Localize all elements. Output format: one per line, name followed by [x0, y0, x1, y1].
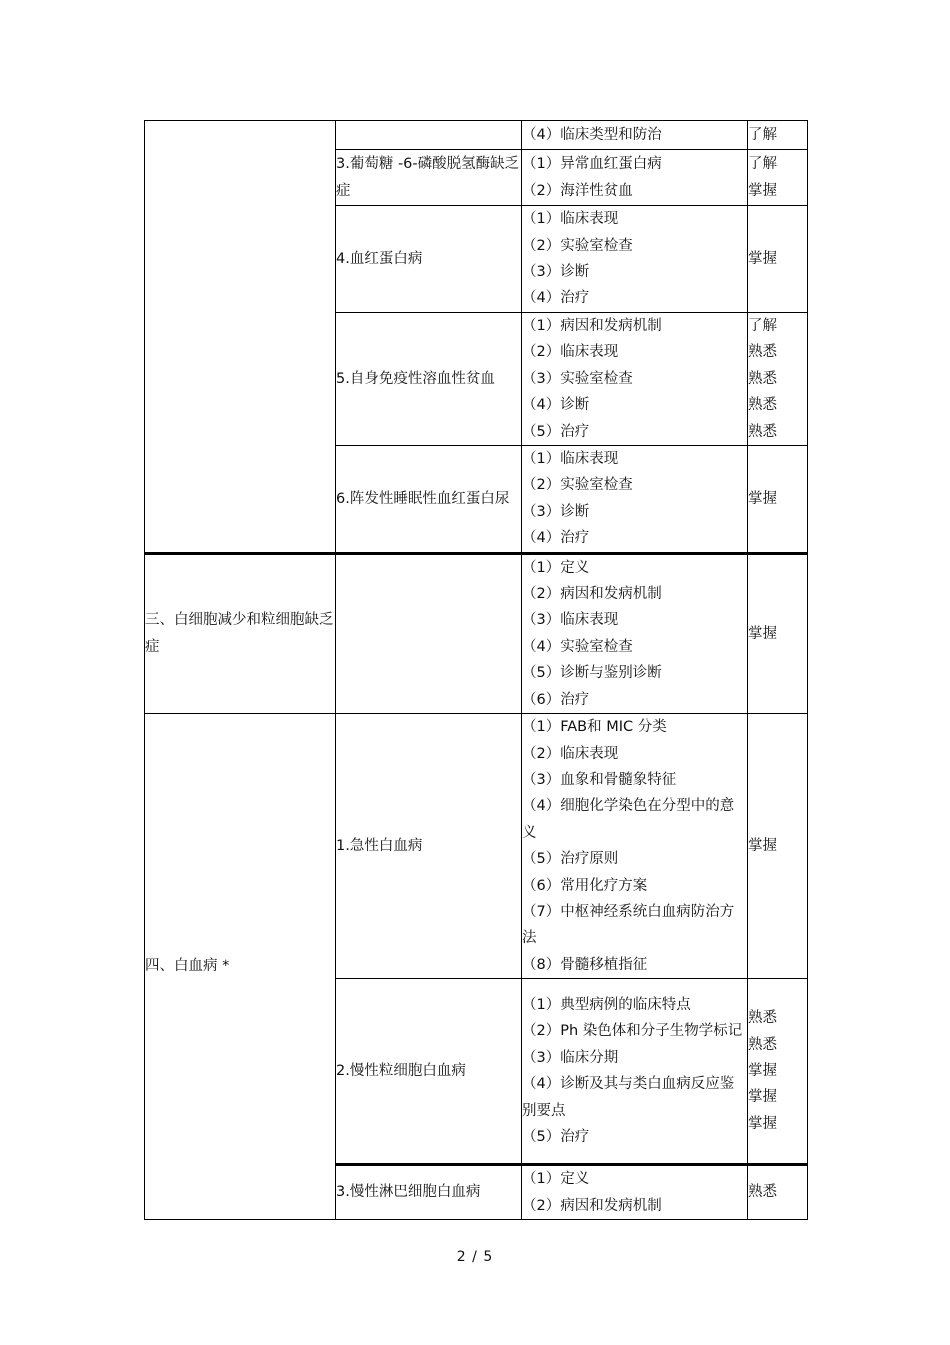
topic-cell: 5.自身免疫性溶血性贫血 [336, 313, 522, 446]
list-item: （4）诊断 [522, 397, 590, 414]
list-item: （1）定义 [522, 559, 590, 576]
syllabus-table [144, 120, 808, 1220]
topic-cell [336, 553, 522, 713]
page-number [0, 1249, 950, 1265]
list-item: （4）治疗 [522, 290, 590, 307]
topic-cell: 2.慢性粒细胞白血病 [336, 979, 522, 1165]
level-cell [748, 553, 808, 713]
list-item: （8）骨髓移植指征 [522, 956, 648, 973]
level-text: 掌握 [748, 1062, 777, 1079]
list-item: （1）病因和发病机制 [522, 318, 662, 334]
items-cell [522, 313, 748, 446]
list-item: （3）临床表现 [522, 612, 619, 629]
topic-cell: 1.急性白血病 [336, 714, 522, 979]
topic-cell [336, 121, 522, 150]
list-item: （6）常用化疗方案 [522, 877, 648, 894]
level-text: 掌握 [748, 490, 777, 507]
table-row [145, 553, 808, 713]
list-item: （2）Ph 染色体和分子生物学标记 [522, 1023, 743, 1040]
table-row [145, 714, 808, 979]
level-text: 熟悉 [748, 423, 777, 440]
level-text: 了解 [748, 126, 777, 143]
items-cell [522, 714, 748, 979]
level-text: 掌握 [748, 1115, 777, 1132]
level-text: 掌握 [748, 182, 777, 199]
level-cell [748, 313, 808, 446]
list-item: （1）临床表现 [522, 451, 619, 468]
list-item: （1）典型病例的临床特点 [522, 996, 691, 1013]
items-cell [522, 121, 748, 150]
page-separator: / [472, 1249, 478, 1265]
section-cell: 三、白细胞减少和粒细胞缺乏症 [145, 553, 336, 713]
level-text: 熟悉 [748, 344, 777, 361]
items-cell [522, 979, 748, 1165]
topic-cell: 4.血红蛋白病 [336, 206, 522, 313]
level-cell [748, 446, 808, 554]
list-item: （5）治疗 [522, 1128, 590, 1145]
level-cell [748, 150, 808, 206]
list-item: （4）实验室检查 [522, 638, 633, 655]
topic-cell: 3.慢性淋巴细胞白血病 [336, 1165, 522, 1220]
items-cell [522, 1165, 748, 1220]
list-item: （1）异常血红蛋白病 [522, 156, 662, 173]
list-item: （1）定义 [522, 1171, 590, 1188]
level-text: 熟悉 [748, 1036, 777, 1053]
level-text: 掌握 [748, 1089, 777, 1106]
level-text: 了解 [748, 156, 777, 173]
list-item: （2）病因和发病机制 [522, 1197, 662, 1214]
list-item: （5）治疗原则 [522, 851, 619, 868]
table-row [145, 121, 808, 150]
list-item: （2）实验室检查 [522, 477, 633, 494]
list-item: （7）中枢神经系统白血病防治方法 [522, 903, 735, 947]
level-text: 熟悉 [748, 1184, 777, 1201]
topic-cell: 6.阵发性睡眠性血红蛋白尿 [336, 446, 522, 554]
list-item: （2）实验室检查 [522, 237, 633, 254]
list-item: （5）诊断与鉴别诊断 [522, 665, 662, 682]
page-total: 5 [483, 1249, 494, 1265]
level-cell [748, 1165, 808, 1220]
level-text: 了解 [748, 318, 777, 334]
list-item: （2）病因和发病机制 [522, 586, 662, 603]
items-cell [522, 150, 748, 206]
list-item: （5）治疗 [522, 423, 590, 440]
level-cell [748, 714, 808, 979]
level-text: 掌握 [748, 625, 777, 642]
level-cell [748, 979, 808, 1165]
list-item: （3）诊断 [522, 264, 590, 280]
list-item: （1）FAB和 MIC 分类 [522, 719, 667, 736]
list-item: （2）临床表现 [522, 344, 619, 361]
section-cell [145, 121, 336, 554]
list-item: （1）临床表现 [522, 211, 619, 228]
list-item: （3）临床分期 [522, 1049, 619, 1066]
items-cell [522, 553, 748, 713]
list-item: （4）治疗 [522, 530, 590, 547]
list-item: （3）诊断 [522, 503, 590, 520]
list-item: （4）诊断及其与类白血病反应鉴别要点 [522, 1076, 735, 1119]
level-text: 熟悉 [748, 397, 777, 414]
list-item: （3）血象和骨髓象特征 [522, 771, 677, 788]
level-text: 熟悉 [748, 1010, 777, 1027]
level-text: 掌握 [748, 250, 777, 267]
list-item: （3）实验室检查 [522, 370, 633, 387]
level-text: 掌握 [748, 837, 777, 854]
list-item: （2）海洋性贫血 [522, 182, 633, 199]
list-item: （6）治疗 [522, 691, 590, 708]
items-cell [522, 446, 748, 554]
topic-cell: 3.葡萄糖 -6-磷酸脱氢酶缺乏症 [336, 150, 522, 206]
level-cell [748, 206, 808, 313]
level-cell [748, 121, 808, 150]
list-item: （4）细胞化学染色在分型中的意义 [522, 798, 735, 841]
level-text: 熟悉 [748, 370, 777, 387]
list-item: （2）临床表现 [522, 745, 619, 762]
section-cell: 四、白血病 * [145, 714, 336, 1220]
items-cell [522, 206, 748, 313]
list-item: （4）临床类型和防治 [522, 126, 662, 143]
page-current: 2 [456, 1249, 467, 1265]
